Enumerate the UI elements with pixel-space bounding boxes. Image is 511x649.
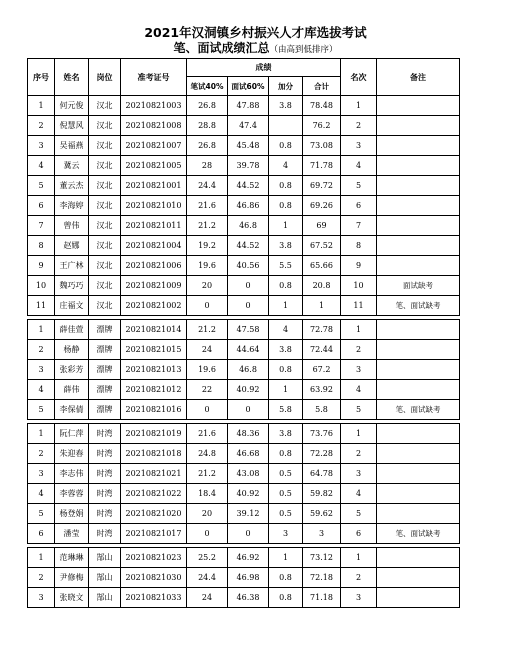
table-row bbox=[28, 568, 460, 588]
name-cell: 杨登娟 bbox=[55, 504, 89, 524]
table-row bbox=[28, 524, 460, 544]
document-subtitle bbox=[0, 41, 511, 58]
remark-cell bbox=[377, 216, 460, 236]
bonus-cell: 0.8 bbox=[269, 196, 303, 216]
table-row bbox=[28, 116, 460, 136]
seq-cell: 1 bbox=[28, 320, 55, 340]
table-row bbox=[28, 176, 460, 196]
remark-cell bbox=[377, 424, 460, 444]
seq-cell: 6 bbox=[28, 524, 55, 544]
ticket-cell: 20210821017 bbox=[121, 524, 187, 544]
bonus-cell: 3.8 bbox=[269, 424, 303, 444]
total-cell: 1 bbox=[303, 296, 341, 316]
rank-cell: 5 bbox=[341, 504, 377, 524]
written-cell: 18.4 bbox=[187, 484, 228, 504]
ticket-cell: 20210821019 bbox=[121, 424, 187, 444]
name-cell: 潘莹 bbox=[55, 524, 89, 544]
name-cell: 魏巧巧 bbox=[55, 276, 89, 296]
post-cell: 时湾 bbox=[89, 504, 121, 524]
table-row bbox=[28, 96, 460, 116]
post-cell: 时湾 bbox=[89, 444, 121, 464]
total-cell: 3 bbox=[303, 524, 341, 544]
post-cell: 漂牌 bbox=[89, 380, 121, 400]
header-name: 姓名 bbox=[55, 59, 89, 96]
seq-cell: 2 bbox=[28, 116, 55, 136]
rank-cell: 5 bbox=[341, 176, 377, 196]
post-cell: 汉北 bbox=[89, 236, 121, 256]
seq-cell: 7 bbox=[28, 216, 55, 236]
name-cell: 王广林 bbox=[55, 256, 89, 276]
document-title: 2021年汉洞镇乡村振兴人才库选拔考试 bbox=[144, 25, 367, 40]
post-cell: 漂牌 bbox=[89, 360, 121, 380]
written-cell: 25.2 bbox=[187, 548, 228, 568]
score-table-body bbox=[28, 96, 460, 608]
bonus-cell: 3.8 bbox=[269, 96, 303, 116]
rank-cell: 11 bbox=[341, 296, 377, 316]
rank-cell: 3 bbox=[341, 136, 377, 156]
name-cell: 李志伟 bbox=[55, 464, 89, 484]
post-cell: 郜山 bbox=[89, 588, 121, 608]
table-row bbox=[28, 588, 460, 608]
rank-cell: 2 bbox=[341, 444, 377, 464]
rank-cell: 7 bbox=[341, 216, 377, 236]
interview-cell: 40.56 bbox=[228, 256, 269, 276]
total-cell: 69 bbox=[303, 216, 341, 236]
rank-cell: 9 bbox=[341, 256, 377, 276]
ticket-cell: 20210821014 bbox=[121, 320, 187, 340]
interview-cell: 46.8 bbox=[228, 216, 269, 236]
bonus-cell: 0.8 bbox=[269, 360, 303, 380]
post-cell: 汉北 bbox=[89, 296, 121, 316]
post-cell: 漂牌 bbox=[89, 340, 121, 360]
interview-cell: 46.98 bbox=[228, 568, 269, 588]
total-cell: 72.28 bbox=[303, 444, 341, 464]
header-ticket: 准考证号 bbox=[121, 59, 187, 96]
name-cell: 张晓文 bbox=[55, 588, 89, 608]
name-cell: 冀云 bbox=[55, 156, 89, 176]
rank-cell: 2 bbox=[341, 340, 377, 360]
ticket-cell: 20210821020 bbox=[121, 504, 187, 524]
remark-cell: 笔、面试缺考 bbox=[377, 296, 460, 316]
seq-cell: 11 bbox=[28, 296, 55, 316]
rank-cell: 4 bbox=[341, 484, 377, 504]
ticket-cell: 20210821006 bbox=[121, 256, 187, 276]
interview-cell: 0 bbox=[228, 296, 269, 316]
table-row bbox=[28, 296, 460, 316]
remark-cell bbox=[377, 568, 460, 588]
name-cell: 董云杰 bbox=[55, 176, 89, 196]
ticket-cell: 20210821011 bbox=[121, 216, 187, 236]
rank-cell: 4 bbox=[341, 380, 377, 400]
table-row bbox=[28, 548, 460, 568]
interview-cell: 0 bbox=[228, 400, 269, 420]
seq-cell: 6 bbox=[28, 196, 55, 216]
interview-cell: 0 bbox=[228, 524, 269, 544]
name-cell: 李海婷 bbox=[55, 196, 89, 216]
remark-cell: 面试缺考 bbox=[377, 276, 460, 296]
total-cell: 71.78 bbox=[303, 156, 341, 176]
header-total: 合计 bbox=[303, 77, 341, 96]
name-cell: 赵娜 bbox=[55, 236, 89, 256]
table-row bbox=[28, 504, 460, 524]
rank-cell: 2 bbox=[341, 116, 377, 136]
written-cell: 19.6 bbox=[187, 256, 228, 276]
interview-cell: 48.36 bbox=[228, 424, 269, 444]
ticket-cell: 20210821018 bbox=[121, 444, 187, 464]
bonus-cell: 0.8 bbox=[269, 588, 303, 608]
seq-cell: 4 bbox=[28, 156, 55, 176]
rank-cell: 3 bbox=[341, 464, 377, 484]
table-row bbox=[28, 136, 460, 156]
ticket-cell: 20210821016 bbox=[121, 400, 187, 420]
total-cell: 5.8 bbox=[303, 400, 341, 420]
name-cell: 阮仁萍 bbox=[55, 424, 89, 444]
rank-cell: 6 bbox=[341, 524, 377, 544]
table-row bbox=[28, 484, 460, 504]
total-cell: 69.72 bbox=[303, 176, 341, 196]
post-cell: 汉北 bbox=[89, 176, 121, 196]
ticket-cell: 20210821023 bbox=[121, 548, 187, 568]
seq-cell: 2 bbox=[28, 568, 55, 588]
header-seq: 序号 bbox=[28, 59, 55, 96]
remark-cell bbox=[377, 236, 460, 256]
ticket-cell: 20210821005 bbox=[121, 156, 187, 176]
total-cell: 20.8 bbox=[303, 276, 341, 296]
total-cell: 76.2 bbox=[303, 116, 341, 136]
remark-cell bbox=[377, 176, 460, 196]
remark-cell bbox=[377, 588, 460, 608]
bonus-cell: 1 bbox=[269, 548, 303, 568]
post-cell: 汉北 bbox=[89, 216, 121, 236]
remark-cell bbox=[377, 444, 460, 464]
remark-cell bbox=[377, 548, 460, 568]
post-cell: 汉北 bbox=[89, 156, 121, 176]
score-table bbox=[27, 58, 460, 608]
bonus-cell bbox=[269, 116, 303, 136]
written-cell: 21.2 bbox=[187, 216, 228, 236]
ticket-cell: 20210821008 bbox=[121, 116, 187, 136]
seq-cell: 3 bbox=[28, 136, 55, 156]
written-cell: 24 bbox=[187, 588, 228, 608]
subtitle-text: 笔、面试成绩汇总 bbox=[173, 41, 270, 55]
post-cell: 漂牌 bbox=[89, 320, 121, 340]
bonus-cell: 3.8 bbox=[269, 340, 303, 360]
post-cell: 漂牌 bbox=[89, 400, 121, 420]
rank-cell: 2 bbox=[341, 568, 377, 588]
name-cell: 范琳琳 bbox=[55, 548, 89, 568]
post-cell: 郜山 bbox=[89, 568, 121, 588]
written-cell: 28 bbox=[187, 156, 228, 176]
remark-cell: 笔、面试缺考 bbox=[377, 400, 460, 420]
remark-cell bbox=[377, 136, 460, 156]
interview-cell: 46.68 bbox=[228, 444, 269, 464]
remark-cell bbox=[377, 156, 460, 176]
ticket-cell: 20210821007 bbox=[121, 136, 187, 156]
bonus-cell: 5.5 bbox=[269, 256, 303, 276]
post-cell: 汉北 bbox=[89, 196, 121, 216]
rank-cell: 1 bbox=[341, 424, 377, 444]
remark-cell bbox=[377, 96, 460, 116]
remark-cell bbox=[377, 256, 460, 276]
interview-cell: 40.92 bbox=[228, 380, 269, 400]
bonus-cell: 0.5 bbox=[269, 484, 303, 504]
bonus-cell: 0.8 bbox=[269, 568, 303, 588]
bonus-cell: 5.8 bbox=[269, 400, 303, 420]
rank-cell: 1 bbox=[341, 96, 377, 116]
seq-cell: 2 bbox=[28, 340, 55, 360]
bonus-cell: 1 bbox=[269, 380, 303, 400]
interview-cell: 46.38 bbox=[228, 588, 269, 608]
subtitle-note: （由高到低排序） bbox=[269, 45, 338, 55]
remark-cell bbox=[377, 116, 460, 136]
total-cell: 65.66 bbox=[303, 256, 341, 276]
header-post: 岗位 bbox=[89, 59, 121, 96]
total-cell: 73.76 bbox=[303, 424, 341, 444]
seq-cell: 3 bbox=[28, 360, 55, 380]
bonus-cell: 0.5 bbox=[269, 504, 303, 524]
bonus-cell: 1 bbox=[269, 216, 303, 236]
table-row bbox=[28, 276, 460, 296]
bonus-cell: 4 bbox=[269, 320, 303, 340]
total-cell: 72.44 bbox=[303, 340, 341, 360]
rank-cell: 8 bbox=[341, 236, 377, 256]
name-cell: 倪慧风 bbox=[55, 116, 89, 136]
written-cell: 0 bbox=[187, 524, 228, 544]
header-rank: 名次 bbox=[341, 59, 377, 96]
interview-cell: 47.88 bbox=[228, 96, 269, 116]
post-cell: 汉北 bbox=[89, 136, 121, 156]
table-row bbox=[28, 340, 460, 360]
header-written: 笔试40% bbox=[187, 77, 228, 96]
interview-cell: 47.58 bbox=[228, 320, 269, 340]
table-row bbox=[28, 236, 460, 256]
header-interview: 面试60% bbox=[228, 77, 269, 96]
interview-cell: 46.86 bbox=[228, 196, 269, 216]
written-cell: 19.6 bbox=[187, 360, 228, 380]
table-row bbox=[28, 156, 460, 176]
name-cell: 张彩芳 bbox=[55, 360, 89, 380]
written-cell: 24.4 bbox=[187, 176, 228, 196]
seq-cell: 1 bbox=[28, 548, 55, 568]
remark-cell bbox=[377, 380, 460, 400]
ticket-cell: 20210821030 bbox=[121, 568, 187, 588]
ticket-cell: 20210821002 bbox=[121, 296, 187, 316]
total-cell: 69.26 bbox=[303, 196, 341, 216]
remark-cell bbox=[377, 320, 460, 340]
interview-cell: 44.52 bbox=[228, 236, 269, 256]
name-cell: 李蓉蓉 bbox=[55, 484, 89, 504]
seq-cell: 5 bbox=[28, 400, 55, 420]
written-cell: 20 bbox=[187, 504, 228, 524]
ticket-cell: 20210821012 bbox=[121, 380, 187, 400]
header-bonus: 加分 bbox=[269, 77, 303, 96]
post-cell: 时湾 bbox=[89, 464, 121, 484]
total-cell: 63.92 bbox=[303, 380, 341, 400]
remark-cell bbox=[377, 504, 460, 524]
post-cell: 汉北 bbox=[89, 276, 121, 296]
table-row bbox=[28, 400, 460, 420]
total-cell: 73.08 bbox=[303, 136, 341, 156]
bonus-cell: 0.8 bbox=[269, 176, 303, 196]
interview-cell: 46.8 bbox=[228, 360, 269, 380]
bonus-cell: 4 bbox=[269, 156, 303, 176]
remark-cell bbox=[377, 340, 460, 360]
name-cell: 朱迎春 bbox=[55, 444, 89, 464]
bonus-cell: 0.8 bbox=[269, 136, 303, 156]
total-cell: 67.52 bbox=[303, 236, 341, 256]
total-cell: 67.2 bbox=[303, 360, 341, 380]
interview-cell: 39.12 bbox=[228, 504, 269, 524]
name-cell: 尹修梅 bbox=[55, 568, 89, 588]
ticket-cell: 20210821022 bbox=[121, 484, 187, 504]
interview-cell: 45.48 bbox=[228, 136, 269, 156]
remark-cell bbox=[377, 484, 460, 504]
written-cell: 26.8 bbox=[187, 136, 228, 156]
ticket-cell: 20210821021 bbox=[121, 464, 187, 484]
post-cell: 汉北 bbox=[89, 96, 121, 116]
ticket-cell: 20210821004 bbox=[121, 236, 187, 256]
bonus-cell: 3.8 bbox=[269, 236, 303, 256]
seq-cell: 4 bbox=[28, 380, 55, 400]
ticket-cell: 20210821033 bbox=[121, 588, 187, 608]
bonus-cell: 1 bbox=[269, 296, 303, 316]
bonus-cell: 0.5 bbox=[269, 464, 303, 484]
seq-cell: 3 bbox=[28, 588, 55, 608]
bonus-cell: 0.8 bbox=[269, 444, 303, 464]
rank-cell: 6 bbox=[341, 196, 377, 216]
interview-cell: 44.52 bbox=[228, 176, 269, 196]
post-cell: 汉北 bbox=[89, 116, 121, 136]
seq-cell: 4 bbox=[28, 484, 55, 504]
seq-cell: 5 bbox=[28, 504, 55, 524]
written-cell: 24.4 bbox=[187, 568, 228, 588]
total-cell: 59.82 bbox=[303, 484, 341, 504]
name-cell: 何元俊 bbox=[55, 96, 89, 116]
written-cell: 22 bbox=[187, 380, 228, 400]
total-cell: 73.12 bbox=[303, 548, 341, 568]
name-cell: 薛伟 bbox=[55, 380, 89, 400]
seq-cell: 1 bbox=[28, 96, 55, 116]
total-cell: 72.18 bbox=[303, 568, 341, 588]
written-cell: 21.2 bbox=[187, 464, 228, 484]
seq-cell: 2 bbox=[28, 444, 55, 464]
rank-cell: 5 bbox=[341, 400, 377, 420]
written-cell: 19.2 bbox=[187, 236, 228, 256]
written-cell: 28.8 bbox=[187, 116, 228, 136]
ticket-cell: 20210821015 bbox=[121, 340, 187, 360]
ticket-cell: 20210821009 bbox=[121, 276, 187, 296]
bonus-cell: 3 bbox=[269, 524, 303, 544]
table-row bbox=[28, 320, 460, 340]
name-cell: 杨静 bbox=[55, 340, 89, 360]
post-cell: 时湾 bbox=[89, 524, 121, 544]
written-cell: 20 bbox=[187, 276, 228, 296]
table-row bbox=[28, 360, 460, 380]
table-row bbox=[28, 256, 460, 276]
written-cell: 24.8 bbox=[187, 444, 228, 464]
post-cell: 汉北 bbox=[89, 256, 121, 276]
interview-cell: 47.4 bbox=[228, 116, 269, 136]
seq-cell: 3 bbox=[28, 464, 55, 484]
seq-cell: 8 bbox=[28, 236, 55, 256]
header-remark: 备注 bbox=[377, 59, 460, 96]
remark-cell bbox=[377, 464, 460, 484]
name-cell: 薛佳萱 bbox=[55, 320, 89, 340]
rank-cell: 4 bbox=[341, 156, 377, 176]
written-cell: 21.2 bbox=[187, 320, 228, 340]
interview-cell: 44.64 bbox=[228, 340, 269, 360]
rank-cell: 3 bbox=[341, 588, 377, 608]
written-cell: 26.8 bbox=[187, 96, 228, 116]
total-cell: 59.62 bbox=[303, 504, 341, 524]
written-cell: 21.6 bbox=[187, 196, 228, 216]
table-row bbox=[28, 196, 460, 216]
ticket-cell: 20210821003 bbox=[121, 96, 187, 116]
name-cell: 曾伟 bbox=[55, 216, 89, 236]
seq-cell: 5 bbox=[28, 176, 55, 196]
ticket-cell: 20210821013 bbox=[121, 360, 187, 380]
seq-cell: 1 bbox=[28, 424, 55, 444]
interview-cell: 43.08 bbox=[228, 464, 269, 484]
name-cell: 庄福文 bbox=[55, 296, 89, 316]
total-cell: 64.78 bbox=[303, 464, 341, 484]
interview-cell: 0 bbox=[228, 276, 269, 296]
table-row bbox=[28, 444, 460, 464]
seq-cell: 10 bbox=[28, 276, 55, 296]
post-cell: 时湾 bbox=[89, 424, 121, 444]
table-row bbox=[28, 464, 460, 484]
seq-cell: 9 bbox=[28, 256, 55, 276]
interview-cell: 46.92 bbox=[228, 548, 269, 568]
rank-cell: 1 bbox=[341, 548, 377, 568]
name-cell: 吴福燕 bbox=[55, 136, 89, 156]
remark-cell bbox=[377, 196, 460, 216]
total-cell: 71.18 bbox=[303, 588, 341, 608]
remark-cell: 笔、面试缺考 bbox=[377, 524, 460, 544]
rank-cell: 10 bbox=[341, 276, 377, 296]
rank-cell: 3 bbox=[341, 360, 377, 380]
written-cell: 24 bbox=[187, 340, 228, 360]
rank-cell: 1 bbox=[341, 320, 377, 340]
interview-cell: 40.92 bbox=[228, 484, 269, 504]
table-row bbox=[28, 380, 460, 400]
total-cell: 78.48 bbox=[303, 96, 341, 116]
written-cell: 0 bbox=[187, 296, 228, 316]
total-cell: 72.78 bbox=[303, 320, 341, 340]
post-cell: 郜山 bbox=[89, 548, 121, 568]
ticket-cell: 20210821001 bbox=[121, 176, 187, 196]
table-row bbox=[28, 216, 460, 236]
header-scores: 成绩 bbox=[187, 59, 341, 77]
remark-cell bbox=[377, 360, 460, 380]
bonus-cell: 0.8 bbox=[269, 276, 303, 296]
name-cell: 李保倩 bbox=[55, 400, 89, 420]
written-cell: 0 bbox=[187, 400, 228, 420]
table-row bbox=[28, 424, 460, 444]
post-cell: 时湾 bbox=[89, 484, 121, 504]
interview-cell: 39.78 bbox=[228, 156, 269, 176]
ticket-cell: 20210821010 bbox=[121, 196, 187, 216]
written-cell: 21.6 bbox=[187, 424, 228, 444]
